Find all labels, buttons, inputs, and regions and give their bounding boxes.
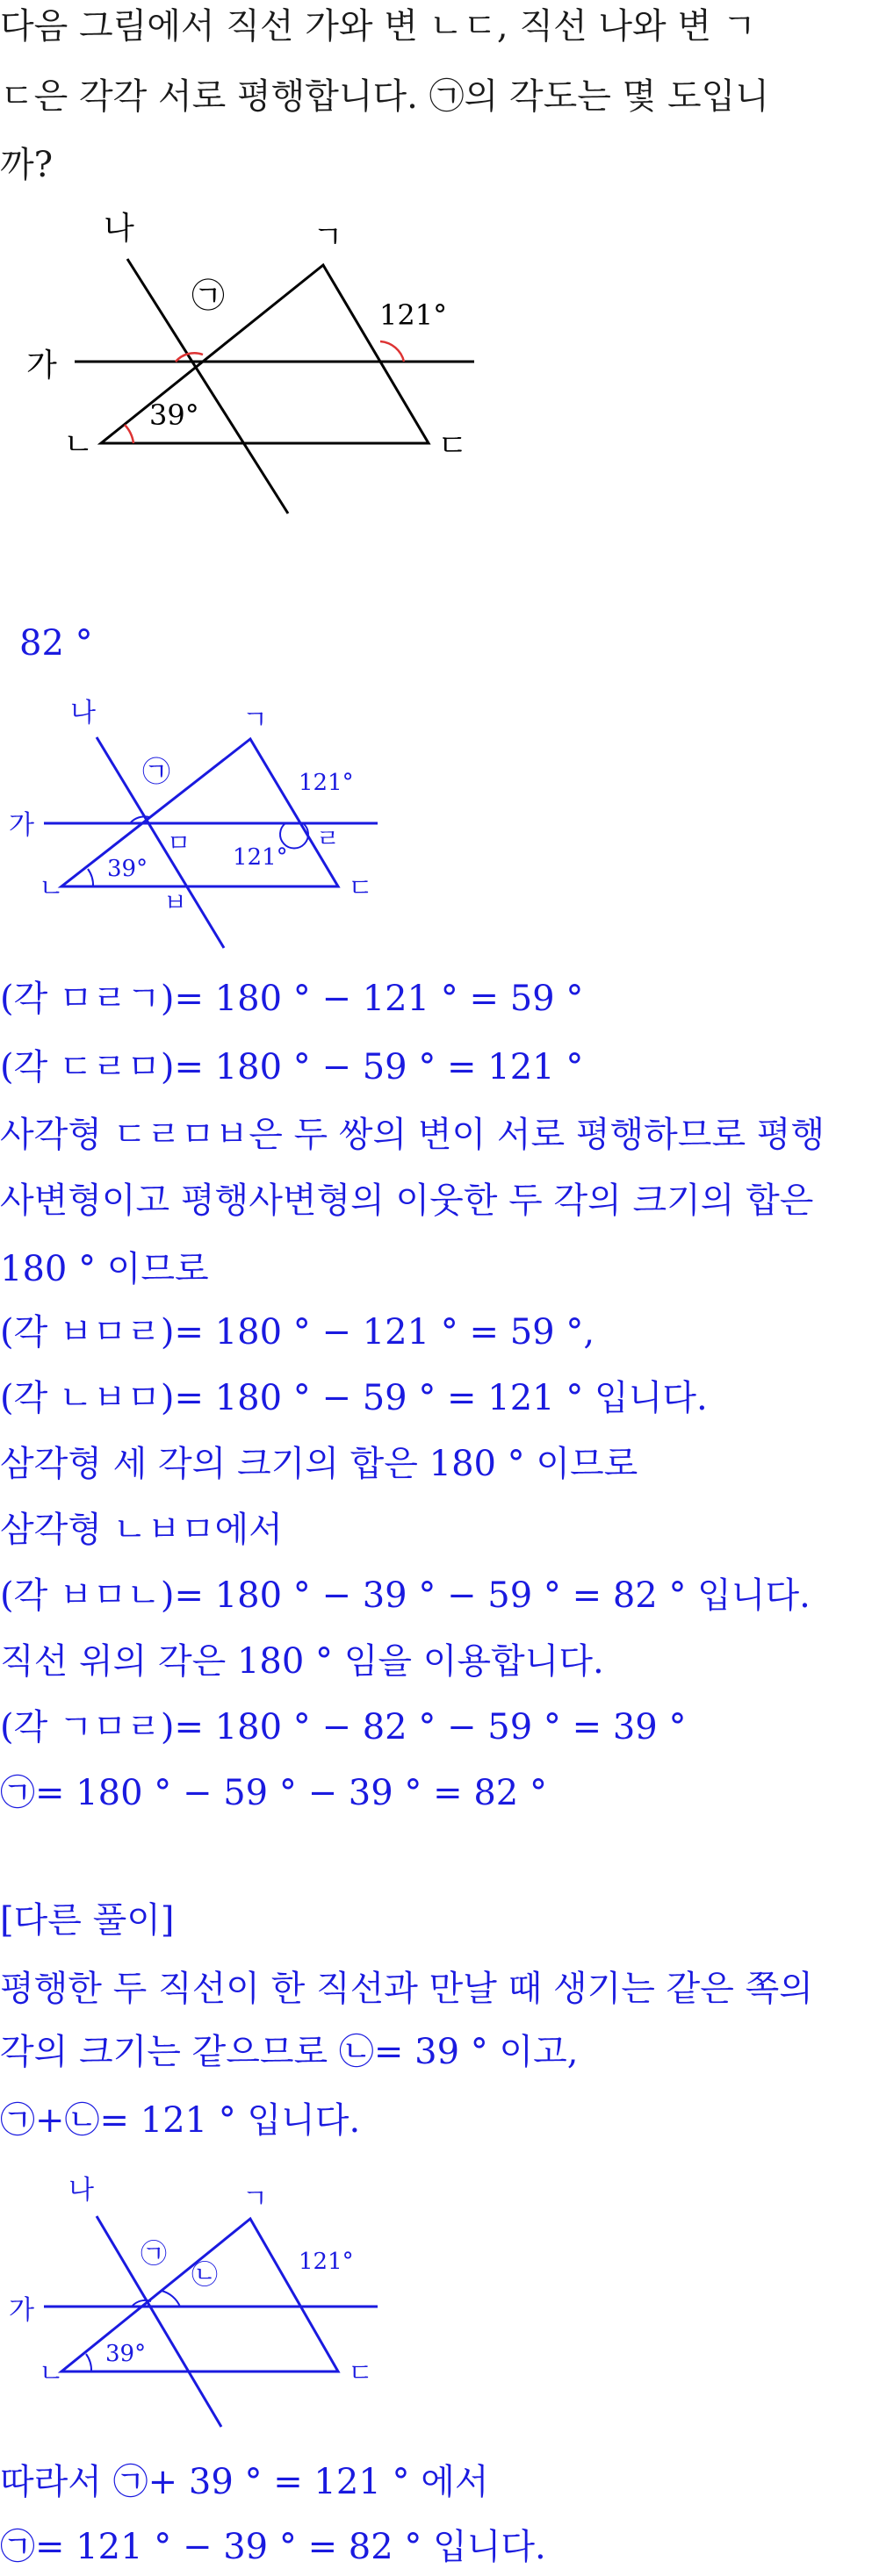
fig1-angle-circled-a: ㉠	[191, 276, 226, 315]
solution-line-8: 삼각형 세 각의 크기의 합은 180 ° 이므로	[0, 1444, 638, 1484]
solution-line-6: (각 ㅂㅁㄹ)= 180 ° − 121 ° = 59 °,	[0, 1312, 595, 1353]
fig2-label-mieum: ㅁ	[167, 829, 191, 857]
fig2-label-ga: 가	[9, 810, 34, 841]
solution-line-4: 사변형이고 평행사변형의 이웃한 두 각의 크기의 합은	[0, 1180, 814, 1221]
fig1-label-digeut: ㄷ	[437, 428, 468, 464]
fig1-label-na: 나	[104, 211, 134, 247]
solution-line-1: (각 ㅁㄹㄱ)= 180 ° − 121 ° = 59 °	[0, 979, 584, 1019]
fig2-angle-121-mid: 121°	[233, 844, 288, 871]
fig1-label-giyeok: ㄱ	[313, 219, 343, 255]
solution-line-13: ㉠= 180 ° − 59 ° − 39 ° = 82 °	[0, 1773, 547, 1813]
solution-line-10: (각 ㅂㅁㄴ)= 180 ° − 39 ° − 59 ° = 82 ° 입니다.	[0, 1575, 811, 1616]
question-line-1: 다음 그림에서 직선 가와 변 ㄴㄷ, 직선 나와 변 ㄱ	[0, 6, 757, 47]
fig3-label-giyeok: ㄱ	[242, 2184, 268, 2214]
fig2-angle-39: 39°	[107, 856, 148, 882]
fig3-angle-121: 121°	[299, 2249, 354, 2275]
fig3-angle-circled-a: ㉠	[141, 2239, 167, 2270]
fig3-label-digeut: ㄷ	[348, 2358, 373, 2389]
fig1-label-nieun: ㄴ	[63, 427, 94, 463]
fig2-label-bieup: ㅂ	[163, 888, 188, 917]
solution-line-12: (각 ㄱㅁㄹ)= 180 ° − 82 ° − 59 ° = 39 °	[0, 1707, 687, 1747]
fig2-label-nieun: ㄴ	[39, 873, 64, 904]
alt-heading: [다른 풀이]	[0, 1900, 175, 1941]
solution-line-7: (각 ㄴㅂㅁ)= 180 ° − 59 ° = 121 ° 입니다.	[0, 1378, 708, 1418]
conclusion-line-1: 따라서 ㉠+ 39 ° = 121 ° 에서	[0, 2462, 489, 2502]
fig3-label-na: 나	[68, 2175, 94, 2206]
fig2-angle-circled-a: ㉠	[142, 755, 171, 788]
solution-line-9: 삼각형 ㄴㅂㅁ에서	[0, 1510, 283, 1550]
conclusion-line-2: ㉠= 121 ° − 39 ° = 82 ° 입니다.	[0, 2527, 546, 2567]
fig2-label-digeut: ㄷ	[348, 873, 373, 904]
fig2-label-rieul: ㄹ	[316, 824, 341, 853]
fig1-angle-121: 121°	[379, 298, 448, 332]
alt-line-2: 각의 크기는 같으므로 ㉡= 39 ° 이고,	[0, 2032, 579, 2072]
question-line-3: 까?	[0, 145, 54, 185]
answer: 82 °	[19, 623, 93, 664]
figure-2-diagram	[0, 693, 872, 957]
fig3-angle-circled-b: ㉡	[191, 2260, 218, 2291]
fig1-angle-39: 39°	[149, 398, 199, 432]
alt-line-3: ㉠+㉡= 121 ° 입니다.	[0, 2100, 361, 2141]
fig3-angle-39: 39°	[105, 2341, 147, 2367]
fig2-angle-121-top: 121°	[299, 770, 354, 796]
fig3-label-ga: 가	[9, 2295, 34, 2326]
figure-1-diagram	[0, 202, 872, 527]
figure-3-diagram	[0, 2168, 872, 2431]
alt-line-1: 평행한 두 직선이 한 직선과 만날 때 생기는 같은 쪽의	[0, 1969, 813, 2009]
solution-line-11: 직선 위의 각은 180 ° 임을 이용합니다.	[0, 1641, 604, 1682]
question-line-2: ㄷ은 각각 서로 평행합니다. ㉠의 각도는 몇 도입니	[0, 76, 769, 117]
fig2-label-na: 나	[70, 698, 96, 728]
fig2-label-giyeok: ㄱ	[242, 705, 268, 735]
fig3-label-nieun: ㄴ	[39, 2358, 64, 2389]
solution-line-5: 180 ° 이므로	[0, 1249, 209, 1289]
solution-line-2: (각 ㄷㄹㅁ)= 180 ° − 59 ° = 121 °	[0, 1047, 584, 1087]
solution-line-3: 사각형 ㄷㄹㅁㅂ은 두 쌍의 변이 서로 평행하므로 평행	[0, 1115, 825, 1155]
fig1-label-ga: 가	[26, 348, 57, 384]
